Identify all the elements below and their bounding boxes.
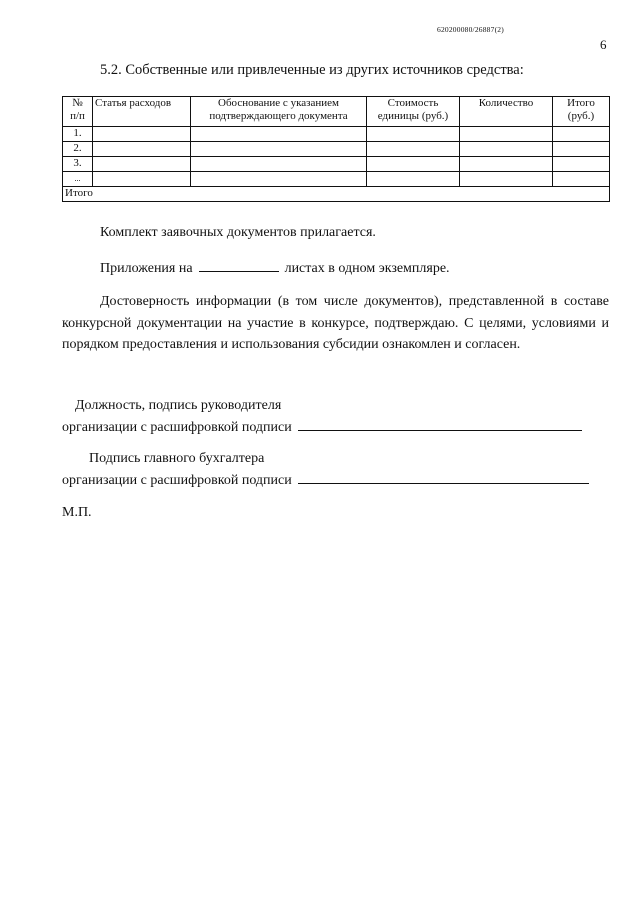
appendix-text-after: листах в одном экземпляре. bbox=[284, 261, 450, 276]
appendix-sentence bbox=[100, 257, 450, 280]
cell-item bbox=[93, 142, 191, 157]
cell-quantity bbox=[460, 157, 553, 172]
accountant-label-line1: Подпись главного бухгалтера bbox=[89, 451, 265, 466]
table-header-row bbox=[63, 97, 610, 127]
table-row bbox=[63, 127, 610, 142]
cell-quantity bbox=[460, 172, 553, 187]
cell-item bbox=[93, 127, 191, 142]
cell-cost bbox=[367, 157, 460, 172]
director-label-line1: Должность, подпись руководителя bbox=[75, 398, 282, 413]
page-number: 6 bbox=[600, 37, 607, 52]
cell-total bbox=[553, 172, 610, 187]
table-row bbox=[63, 157, 610, 172]
cell-basis bbox=[191, 172, 367, 187]
appendix-text-before: Приложения на bbox=[100, 261, 193, 276]
header-unit-cost: Стоимость единицы (руб.) bbox=[367, 97, 460, 127]
cell-quantity bbox=[460, 142, 553, 157]
row-number: ... bbox=[63, 172, 93, 187]
accountant-signature-line bbox=[298, 469, 589, 484]
header-num: № п/п bbox=[63, 97, 93, 127]
documents-attached-text: Комплект заявочных документов прилагается. bbox=[100, 225, 376, 240]
cell-total bbox=[553, 157, 610, 172]
cell-total bbox=[553, 127, 610, 142]
cell-total bbox=[553, 142, 610, 157]
header-item: Статья расходов bbox=[93, 97, 191, 127]
cell-item bbox=[93, 172, 191, 187]
document-code: 620200080/26887(2) bbox=[437, 25, 504, 34]
cell-cost bbox=[367, 127, 460, 142]
cell-quantity bbox=[460, 127, 553, 142]
cell-basis bbox=[191, 142, 367, 157]
header-total: Итого (руб.) bbox=[553, 97, 610, 127]
director-signature-block bbox=[62, 396, 582, 438]
row-number: 3. bbox=[63, 157, 93, 172]
cell-basis bbox=[191, 157, 367, 172]
table-total-row bbox=[63, 187, 610, 202]
section-title: 5.2. Собственные или привлеченные из других источников средства: bbox=[100, 62, 524, 78]
cell-item bbox=[93, 157, 191, 172]
header-quantity: Количество bbox=[460, 97, 553, 127]
row-number: 1. bbox=[63, 127, 93, 142]
expenses-table bbox=[62, 96, 610, 202]
table-row bbox=[63, 142, 610, 157]
director-label-line2: организации с расшифровкой подписи bbox=[62, 420, 292, 435]
accountant-signature-block bbox=[62, 449, 589, 491]
accountant-label-line2: организации с расшифровкой подписи bbox=[62, 473, 292, 488]
declaration-paragraph: Достоверность информации (в том числе документов), представленной в составе конкурсной документации на участие в конкурсе, подтверждаю. С целями, условиями и порядком предоставления и использования субсидии ознакомлен и согласен. bbox=[62, 294, 609, 352]
cell-cost bbox=[367, 142, 460, 157]
table-row bbox=[63, 172, 610, 187]
total-label: Итого bbox=[63, 187, 610, 202]
director-signature-line bbox=[298, 416, 582, 431]
sheet-count-blank bbox=[199, 257, 279, 272]
cell-basis bbox=[191, 127, 367, 142]
header-basis: Обоснование с указанием подтверждающего документа bbox=[191, 97, 367, 127]
row-number: 2. bbox=[63, 142, 93, 157]
stamp-place-label: М.П. bbox=[62, 505, 92, 520]
cell-cost bbox=[367, 172, 460, 187]
